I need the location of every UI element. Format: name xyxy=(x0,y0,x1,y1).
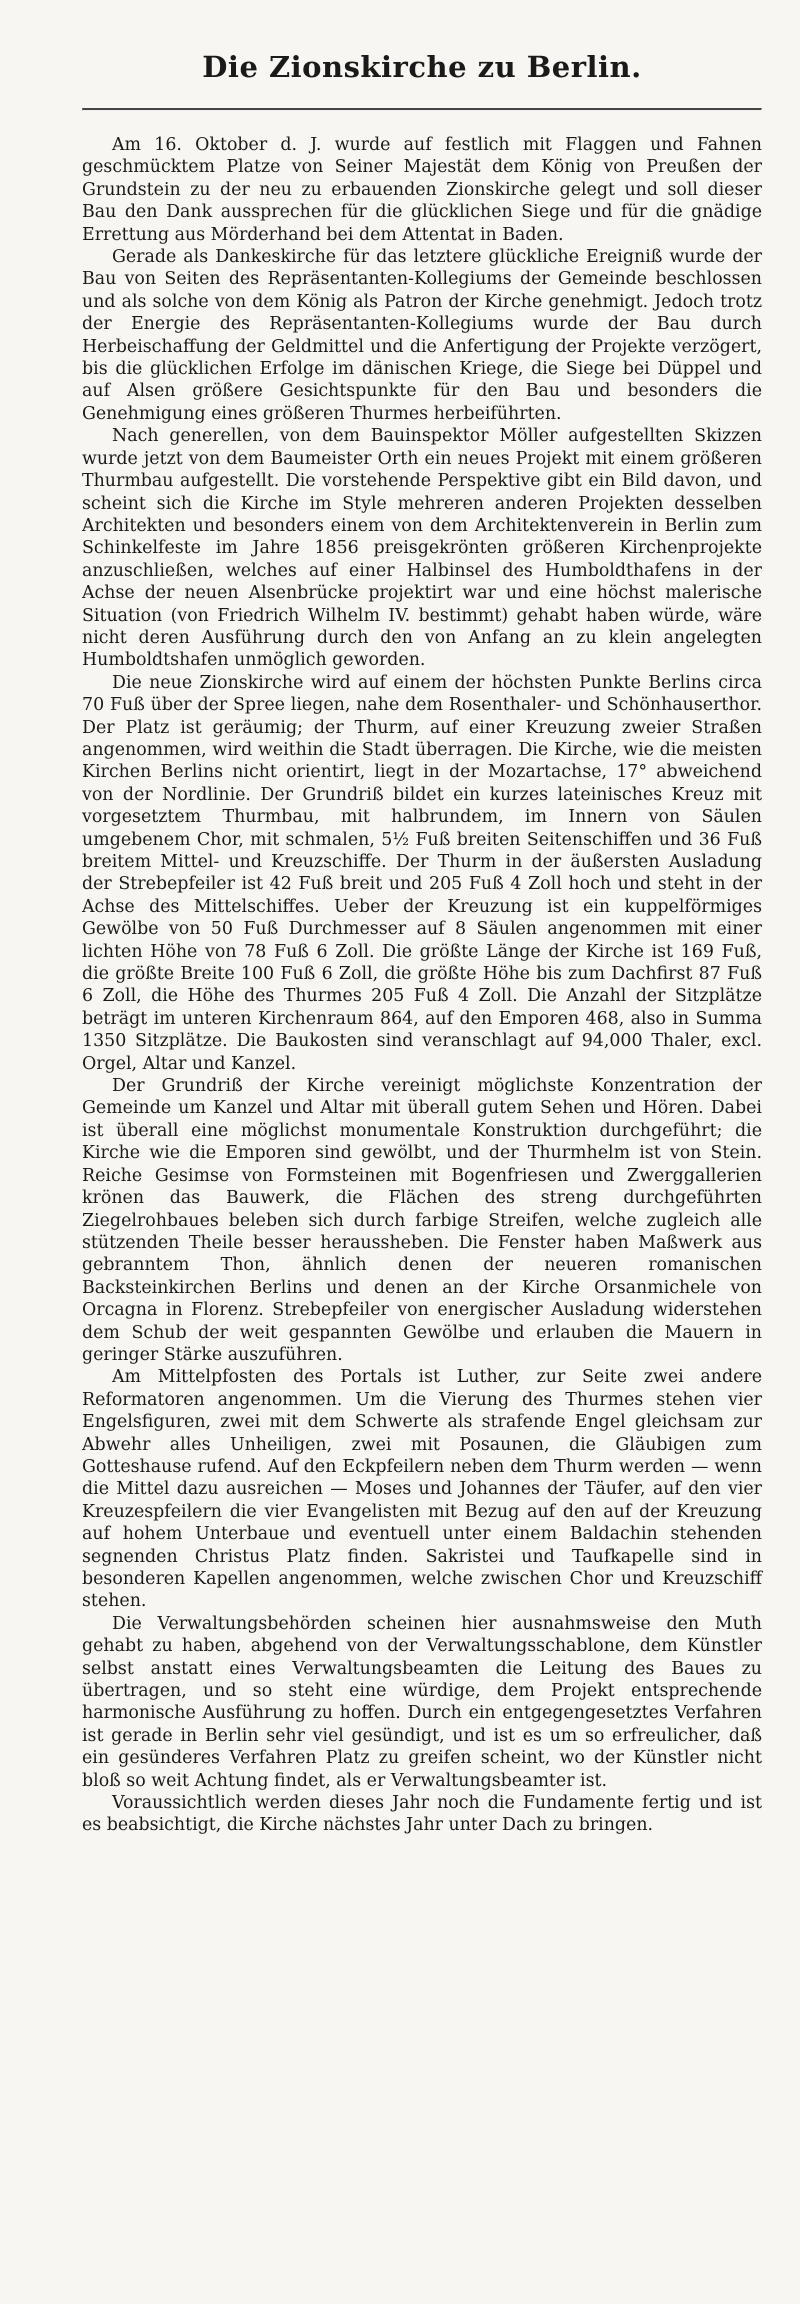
paragraph: Am 16. Oktober d. J. wurde auf festlich mit Flaggen und Fahnen geschmücktem Platze von Seiner Majestät dem König von Preußen der Grundstein zu der neu zu erbauenden Zionskirche gelegt und soll dieser Bau den Dank aussprechen für die glücklichen Siege und für die gnädige Errettung aus Mörderhand bei dem Attentat in Baden. xyxy=(82,135,762,245)
paragraph: Voraussichtlich werden dieses Jahr noch die Fundamente fertig und ist es beabsichtigt, die Kirche nächstes Jahr unter Dach zu bringen. xyxy=(82,1793,762,1836)
title-divider xyxy=(82,108,762,111)
paragraph: Nach generellen, von dem Bauinspektor Möller aufgestellten Skizzen wurde jetzt von dem Baumeister Orth ein neues Projekt mit einem größeren Thurmbau aufgestellt. Die vorstehende Perspektive gibt ein Bild davon, und scheint sich die Kirche im Style mehreren anderen Projekten desselben Architekten und besonders einem von dem Architektenverein in Berlin zum Schinkelfeste im Jahre 1856 preisgekrönten größeren Kirchenprojekte anzuschließen, welches auf einer Halbinsel des Humboldthafens in der Achse der neuen Alsenbrücke projektirt war und eine höchst malerische Situation (von Friedrich Wilhelm IV. bestimmt) gehabt haben würde, wäre nicht deren Ausführung durch den von Anfang an zu klein angelegten Humboldtshafen unmöglich geworden. xyxy=(82,426,762,671)
paragraph: Die Verwaltungsbehörden scheinen hier ausnahmsweise den Muth gehabt zu haben, abgehend von der Verwaltungsschablone, dem Künstler selbst anstatt eines Verwaltungsbeamten die Leitung des Baues zu übertragen, und so steht eine würdige, dem Projekt entsprechende harmonische Ausführung zu hoffen. Durch ein entgegengesetztes Verfahren ist gerade in Berlin sehr viel gesündigt, und ist es um so erfreulicher, daß ein gesünderes Verfahren Platz zu greifen scheint, wo der Künstler nicht bloß so weit Achtung findet, als er Verwaltungsbeamter ist. xyxy=(82,1613,762,1791)
paragraph: Am Mittelpfosten des Portals ist Luther, zur Seite zwei andere Reformatoren angenommen. Um die Vierung des Thurmes stehen vier Engelsfiguren, zwei mit dem Schwerte als strafende Engel gleichsam zur Abwehr alles Unheiligen, zwei mit Posaunen, die Gläubigen zum Gotteshause rufend. Auf den Eckpfeilern neben dem Thurm werden — wenn die Mittel dazu ausreichen — Moses und Johannes der Täufer, auf den vier Kreuzespfeilern die vier Evangelisten mit Bezug auf den auf der Kreuzung auf hohem Unterbaue und eventuell unter einem Baldachin stehenden segnenden Christus Platz finden. Sakristei und Taufkapelle sind in besonderen Kapellen angenommen, welche zwischen Chor und Kreuzschiff stehen. xyxy=(82,1367,762,1612)
paragraph: Die neue Zionskirche wird auf einem der höchsten Punkte Berlins circa 70 Fuß über der Spree liegen, nahe dem Rosenthaler- und Schönhauserthor. Der Platz ist geräumig; der Thurm, auf einer Kreuzung zweier Straßen angenommen, wird weithin die Stadt überragen. Die Kirche, wie die meisten Kirchen Berlins nicht orientirt, liegt in der Mozartachse, 17° abweichend von der Nordlinie. Der Grundriß bildet ein kurzes lateinisches Kreuz mit vorgesetztem Thurmbau, mit halbrundem, im Innern von Säulen umgebenem Chor, mit schmalen, 5½ Fuß breiten Seitenschiffen und 36 Fuß breitem Mittel- und Kreuzschiffe. Der Thurm in der äußersten Ausladung der Strebepfeiler ist 42 Fuß breit und 205 Fuß 4 Zoll hoch und steht in der Achse des Mittelschiffes. Ueber der Kreuzung ist ein kuppelförmiges Gewölbe von 50 Fuß Durchmesser auf 8 Säulen angenommen mit einer lichten Höhe von 78 Fuß 6 Zoll. Die größte Länge der Kirche ist 169 Fuß, die größte Breite 100 Fuß 6 Zoll, die größte Höhe bis zum Dachfirst 87 Fuß 6 Zoll, die Höhe des Thurmes 205 Fuß 4 Zoll. Die Anzahl der Sitzplätze beträgt im unteren Kirchenraum 864, auf den Emporen 468, also in Summa 1350 Sitzplätze. Die Baukosten sind veranschlagt auf 94,000 Thaler, excl. Orgel, Altar und Kanzel. xyxy=(82,672,762,1074)
paragraph: Gerade als Dankeskirche für das letztere glückliche Ereigniß wurde der Bau von Seiten des Repräsentanten-Kollegiums der Gemeinde beschlossen und als solche von dem König als Patron der Kirche genehmigt. Jedoch trotz der Energie des Repräsentanten-Kollegiums wurde der Bau durch Herbeischaffung der Geldmittel und die Anfertigung der Projekte verzögert, bis die glücklichen Erfolge im dänischen Kriege, die Siege bei Düppel und auf Alsen größere Gesichtspunkte für den Bau und besonders die Genehmigung eines größeren Thurmes herbeiführten. xyxy=(82,247,762,424)
article-body xyxy=(82,134,762,1837)
article-page xyxy=(82,0,762,2304)
paragraph: Der Grundriß der Kirche vereinigt möglichste Konzentration der Gemeinde um Kanzel und Altar mit überall gutem Sehen und Hören. Dabei ist überall eine möglichst monumentale Konstruktion durchgeführt; die Kirche wie die Emporen sind gewölbt, und der Thurmhelm ist von Stein. Reiche Gesimse von Formsteinen mit Bogenfriesen und Zwerggallerien krönen das Bauwerk, die Flächen des streng durchgeführten Ziegelrohbaues beleben sich durch farbige Streifen, welche zugleich alle stützenden Theile besser heraussheben. Die Fenster haben Maßwerk aus gebranntem Thon, ähnlich denen der neueren romanischen Backsteinkirchen Berlins und denen an der Kirche Orsanmichele von Orcagna in Florenz. Strebepfeiler von energischer Ausladung widerstehen dem Schub der weit gespannten Gewölbe und erlauben die Mauern in geringer Stärke auszuführen. xyxy=(82,1076,762,1365)
article-title: Die Zionskirche zu Berlin. xyxy=(202,50,642,84)
